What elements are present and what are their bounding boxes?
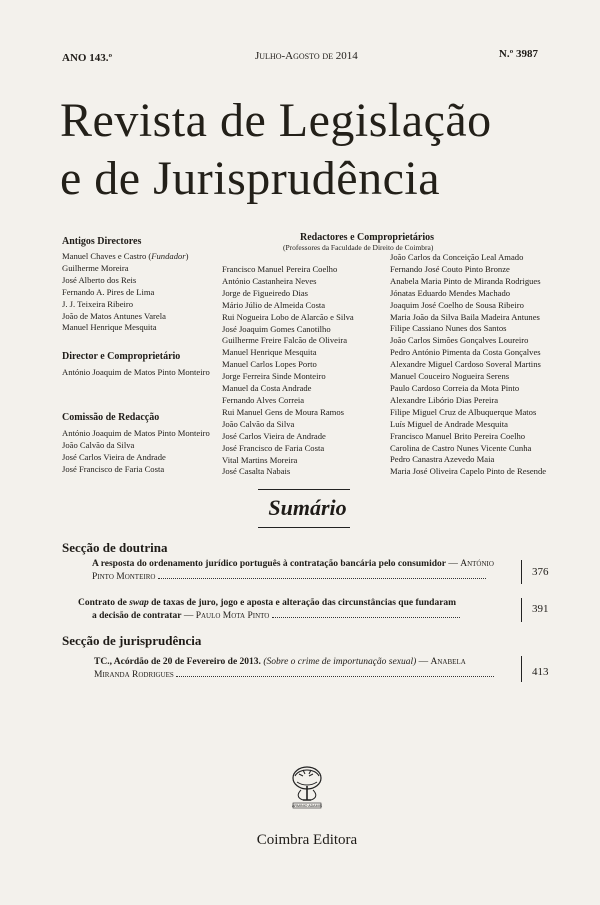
former-directors-list: [62, 251, 222, 334]
list-item: Paulo Cardoso Correia da Mota Pinto: [390, 382, 520, 393]
toc-entry[interactable]: Contrato de swap de taxas de juro, jogo e aposta e alteração das circunstâncias que fundaram a decisão de contratar — Paulo Mota Pinto: [78, 597, 520, 622]
list-item: Anabela Maria Pinto de Miranda Rodrigues: [390, 275, 541, 286]
list-item: António Castanheira Neves: [222, 275, 317, 286]
divider: [258, 527, 350, 528]
list-item: Pedro António Pimenta da Costa Gonçalves: [390, 347, 541, 358]
entry-title-c: a decisão de contratar: [92, 611, 182, 621]
divider: [258, 489, 350, 490]
section-jurisprudence: Secção de jurisprudência: [62, 633, 202, 648]
publisher-logo: [283, 764, 331, 814]
toc-entry[interactable]: TC., Acórdão de 20 de Fevereiro de 2013. (Sobre o crime de importunação sexual) — Anabela Miranda Rodrigues: [94, 656, 520, 681]
list-item: José Joaquim Gomes Canotilho: [222, 323, 331, 334]
editorial-committee-heading: Comissão de Redacção: [62, 412, 160, 423]
list-item: J. J. Teixeira Ribeiro: [62, 298, 134, 309]
journal-title-line-1: Revista de Legislação: [60, 94, 492, 147]
list-item: João Calvão da Silva: [222, 418, 295, 429]
list-item: José Carlos Vieira de Andrade: [62, 451, 166, 462]
list-item: Filipe Miguel Cruz de Albuquerque Matos: [390, 406, 537, 417]
page-number: 376: [532, 566, 549, 578]
issue-number: N.º 3987: [498, 48, 538, 60]
divider: [521, 598, 522, 622]
list-item: Pedro Canastra Azevedo Maia: [390, 454, 495, 465]
dot-leader: [158, 570, 486, 579]
divider: [521, 656, 522, 682]
list-item: Filipe Cassiano Nunes dos Santos: [390, 323, 507, 334]
list-item: Maria João da Silva Baila Madeira Antunes: [390, 311, 540, 322]
list-item: José Carlos Vieira de Andrade: [222, 430, 326, 441]
list-item: José Francisco de Faria Costa: [62, 463, 165, 474]
entry-author: Paulo Mota Pinto: [195, 611, 270, 621]
list-item: Maria José Oliveira Capelo Pinto de Resende: [390, 466, 547, 477]
dot-leader: [272, 609, 460, 618]
entry-title: TC., Acórdão de 20 de Fevereiro de 2013.: [94, 657, 261, 667]
list-item: Vital Martins Moreira: [222, 454, 298, 465]
journal-title: [60, 92, 550, 208]
entry-subtitle: (Sobre o crime de importunação sexual): [263, 657, 417, 667]
list-item: Jónatas Eduardo Mendes Machado: [390, 287, 511, 298]
list-item: Alexandre Miguel Cardoso Soveral Martins: [390, 359, 541, 370]
entry-author: António: [460, 559, 494, 569]
list-item: Carolina de Castro Nunes Vicente Cunha: [390, 442, 532, 453]
editors-heading: Redactores e Comproprietários: [300, 232, 435, 243]
dot-leader: [176, 668, 494, 677]
director-list: [62, 367, 232, 379]
journal-title-line-2: e de Jurisprudência: [60, 152, 441, 205]
list-item: José Alberto dos Reis: [62, 274, 137, 285]
list-item: Luís Miguel de Andrade Mesquita: [390, 418, 508, 429]
list-item: Manuel Chaves e Castro (Fundador): [62, 251, 189, 261]
page-number: 413: [532, 666, 549, 678]
editorial-committee-list: [62, 428, 232, 476]
director-block: [62, 351, 232, 379]
list-item: João Carlos Simões Gonçalves Loureiro: [390, 335, 529, 346]
list-item: Jorge Ferreira Sinde Monteiro: [222, 371, 326, 382]
former-directors: [62, 236, 222, 334]
toc-entry[interactable]: A resposta do ordenamento jurídico português à contratação bancária pelo consumidor — António Pinto Monteiro: [92, 559, 494, 582]
divider: [521, 560, 522, 584]
list-item: João Calvão da Silva: [62, 439, 135, 450]
list-item: Manuel Henrique Mesquita: [62, 322, 157, 333]
list-item: José Casalta Nabais: [222, 466, 291, 477]
editors-list-col-1: [222, 264, 382, 478]
former-directors-heading: Antigos Directores: [62, 236, 142, 247]
list-item: António Joaquim de Matos Pinto Monteiro: [62, 428, 210, 438]
publisher-name: Coimbra Editora: [256, 832, 358, 848]
list-item: Francisco Manuel Brito Pereira Coelho: [390, 430, 526, 441]
editorial-committee: [62, 412, 232, 476]
list-item: Fernando A. Pires de Lima: [62, 286, 155, 297]
list-item: Alexandre Libório Dias Pereira: [390, 394, 499, 405]
list-item: Guilherme Moreira: [62, 262, 129, 273]
editors-subheading: (Professores da Faculdade de Direito de Coimbra): [283, 243, 434, 252]
list-item: Manuel Couceiro Nogueira Serens: [390, 371, 510, 382]
entry-author: Anabela: [430, 657, 466, 667]
page-number: 391: [532, 603, 549, 615]
director-heading: Director e Comproprietário: [62, 351, 181, 362]
list-item: João Carlos da Conceição Leal Amado: [390, 252, 524, 262]
summary-title: Sumário: [268, 495, 347, 520]
list-item: João de Matos Antunes Varela: [62, 310, 166, 321]
list-item: Manuel Carlos Lopes Porto: [222, 359, 317, 370]
svg-text:ARMINIO ADAMIS: ARMINIO ADAMIS: [292, 804, 322, 809]
entry-title-a: Contrato de: [78, 598, 127, 608]
list-item: Joaquim José Coelho de Sousa Ribeiro: [390, 299, 524, 310]
list-item: José Francisco de Faria Costa: [222, 442, 325, 453]
volume-year: ANO 143.º: [62, 52, 113, 64]
section-doctrine: Secção de doutrina: [62, 540, 168, 555]
tree-emblem-icon: [283, 764, 331, 814]
entry-author-cont: Pinto Monteiro: [92, 572, 156, 582]
entry-title-italic: swap: [129, 598, 149, 608]
list-item: Guilherme Freire Falcão de Oliveira: [222, 335, 348, 346]
list-item: Fernando José Couto Pinto Bronze: [390, 263, 510, 274]
list-item: Rui Manuel Gens de Moura Ramos: [222, 406, 344, 417]
issue-date: Julho-Agosto de 2014: [255, 50, 358, 62]
masthead-bar: [0, 46, 600, 66]
list-item: Manuel Henrique Mesquita: [222, 347, 317, 358]
list-item: Manuel da Costa Andrade: [222, 383, 312, 394]
list-item: Rui Nogueira Lobo de Alarcão e Silva: [222, 311, 354, 322]
list-item: Fernando Alves Correia: [222, 394, 305, 405]
list-item: António Joaquim de Matos Pinto Monteiro: [62, 367, 210, 377]
entry-title: A resposta do ordenamento jurídico português à contratação bancária pelo consumidor: [92, 559, 446, 569]
list-item: Mário Júlio de Almeida Costa: [222, 299, 326, 310]
list-item: Jorge de Figueiredo Dias: [222, 287, 309, 298]
list-item: Francisco Manuel Pereira Coelho: [222, 264, 338, 274]
entry-author-cont: Miranda Rodrigues: [94, 670, 174, 680]
entry-title-b: de taxas de juro, jogo e aposta e alteração das circunstâncias que fundaram: [151, 598, 457, 608]
editors-list-col-2: [390, 252, 560, 478]
